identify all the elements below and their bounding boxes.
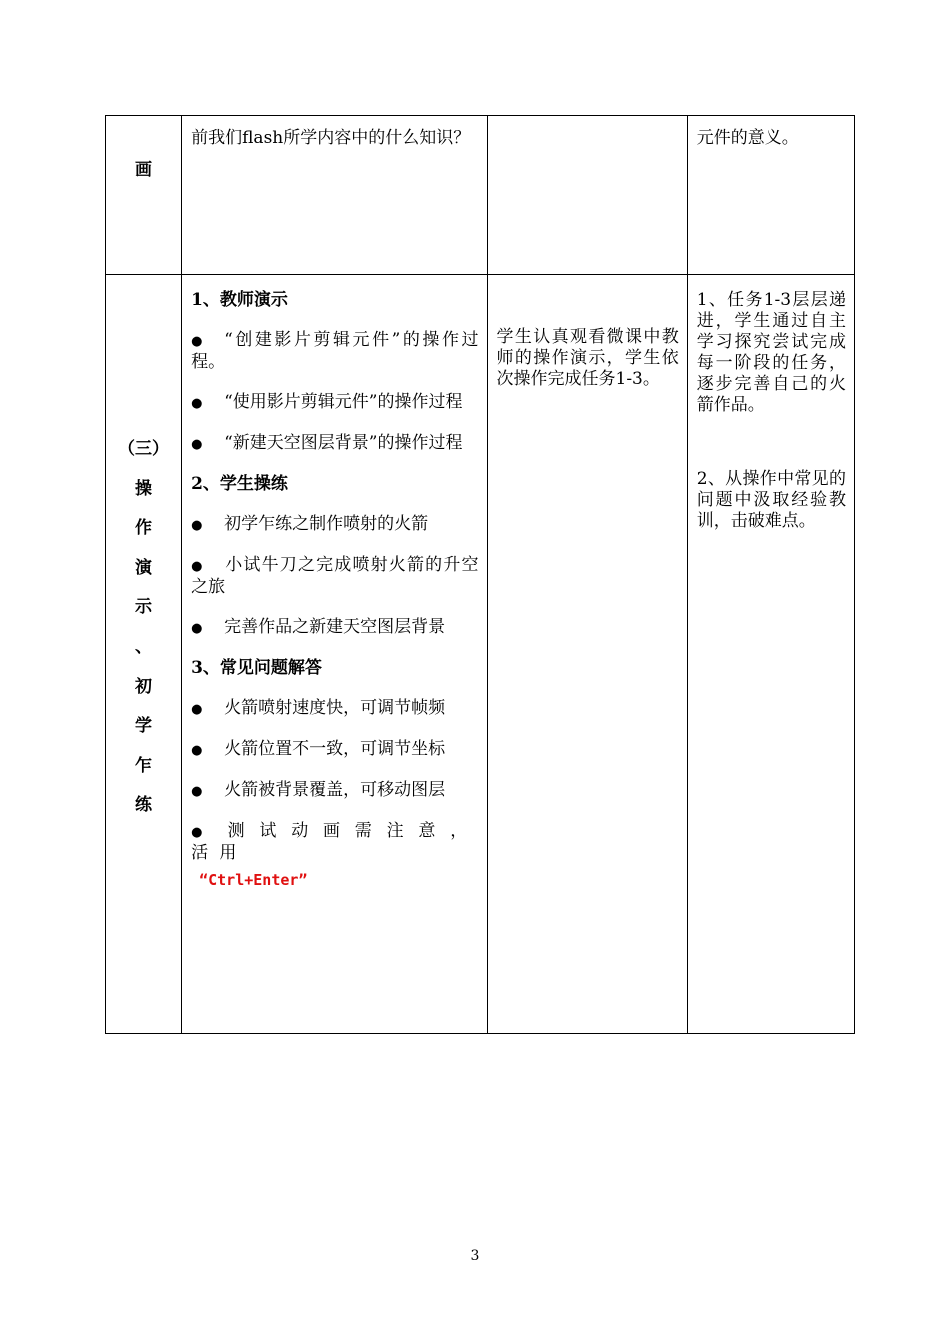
lesson-plan-table — [105, 115, 855, 1034]
bullet-icon: ● — [191, 559, 203, 574]
section-heading: 3、常见问题解答 — [191, 658, 322, 678]
bullet-icon: ● — [191, 702, 203, 717]
stage-prefix: （三） — [118, 439, 170, 459]
student-activity-cell — [487, 275, 687, 1034]
bullet-icon: ● — [191, 518, 203, 533]
design-intent-text: 2、从操作中常见的问题中汲取经验教训，击破难点。 — [696, 469, 846, 531]
stage-char: 学 — [135, 716, 153, 737]
section-heading: 2、学生操练 — [191, 474, 288, 494]
student-activity-text: 学生认真观看微课中教师的操作演示，学生依次操作完成任务1-3。 — [496, 327, 679, 389]
bullet-icon: ● — [191, 743, 203, 758]
list-item: ● “新建天空图层背景”的操作过程 — [191, 433, 463, 453]
bullet-icon: ● — [191, 784, 203, 799]
design-intent-text: 元件的意义。 — [696, 128, 799, 148]
stage-char: 初 — [135, 676, 153, 697]
bullet-icon: ● — [191, 396, 203, 411]
student-activity-cell — [487, 116, 687, 275]
section-heading: 1、教师演示 — [191, 290, 288, 310]
bullet-icon: ● — [191, 825, 203, 840]
table-row — [106, 275, 855, 1034]
list-item: ● “使用影片剪辑元件”的操作过程 — [191, 392, 463, 412]
list-item: ● 火箭喷射速度快，可调节帧频 — [191, 698, 446, 718]
stage-cell — [106, 116, 182, 275]
page-number: 3 — [470, 1248, 480, 1264]
stage-label: 画 — [135, 160, 153, 180]
list-item: ● 小试牛刀之完成喷射火箭的升空之旅 — [191, 555, 479, 597]
stage-char: 乍 — [135, 755, 153, 776]
bullet-icon: ● — [191, 437, 203, 452]
list-item: ● 测试动画需注意，活用 — [191, 821, 479, 863]
list-item: ● 火箭被背景覆盖，可移动图层 — [191, 780, 446, 800]
stage-char: 练 — [135, 795, 153, 816]
shortcut-line — [191, 870, 478, 891]
design-intent-cell — [687, 116, 854, 275]
stage-char: 演 — [135, 557, 153, 578]
stage-char: 示 — [135, 597, 153, 618]
teacher-activity-cell — [182, 116, 487, 275]
stage-char: 作 — [135, 518, 153, 539]
bullet-icon: ● — [191, 621, 203, 636]
stage-char: 操 — [135, 478, 153, 499]
list-item: ● “创建影片剪辑元件”的操作过程。 — [191, 330, 479, 372]
list-item: ● 火箭位置不一致，可调节坐标 — [191, 739, 446, 759]
table-row — [106, 116, 855, 275]
stage-char: 、 — [135, 636, 153, 657]
design-intent-text: 1、任务1-3层层递进，学生通过自主学习探究尝试完成每一阶段的任务，逐步完善自己的火箭作品。 — [696, 290, 846, 415]
teacher-activity-cell — [182, 275, 487, 1034]
shortcut-text: “Ctrl+Enter” — [199, 871, 308, 889]
design-intent-cell — [687, 275, 854, 1034]
stage-cell — [106, 275, 182, 1034]
list-item: ● 完善作品之新建天空图层背景 — [191, 617, 446, 637]
list-item: ● 初学乍练之制作喷射的火箭 — [191, 514, 429, 534]
bullet-icon: ● — [191, 334, 203, 349]
teacher-activity-text: 前我们flash所学内容中的什么知识？ — [191, 128, 471, 148]
